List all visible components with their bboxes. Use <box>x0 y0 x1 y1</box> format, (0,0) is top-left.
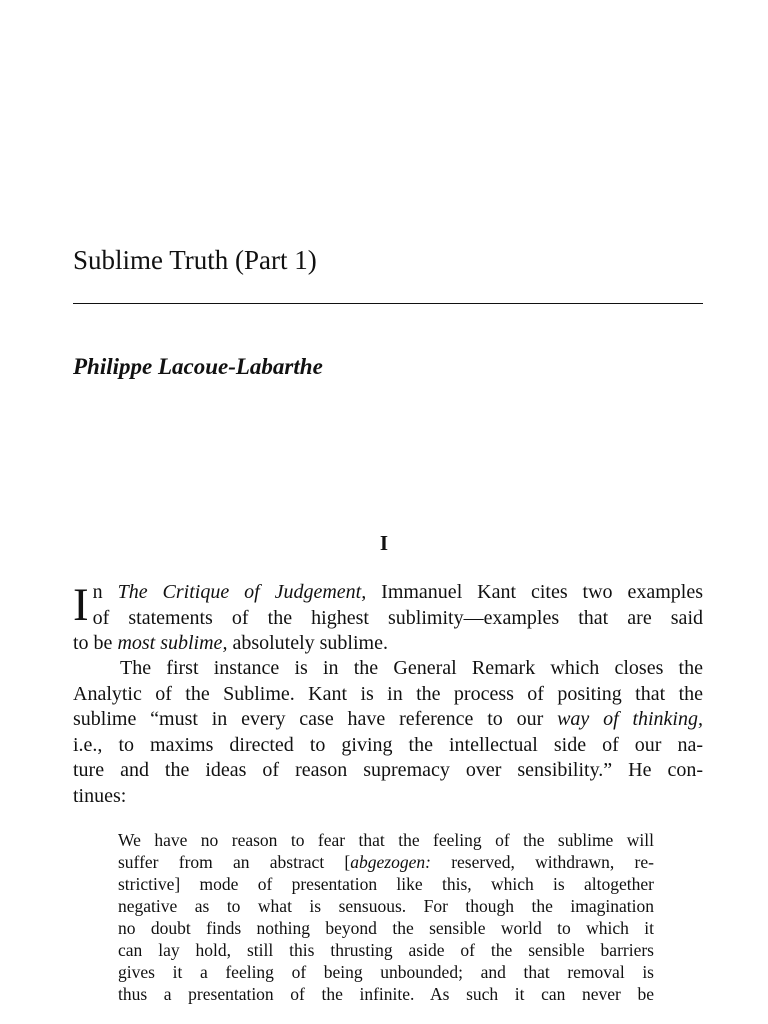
section-number: I <box>379 531 389 555</box>
text-line: ture and the ideas of reason supremacy over sensibility.” He con- <box>73 759 703 781</box>
quote-line: gives it a feeling of being unbounded; and that removal is <box>118 962 654 982</box>
quote-line: strictive] mode of presentation like this, which is altogether <box>118 874 654 894</box>
quote-line: negative as to what is sensuous. For though the imagination <box>118 896 654 916</box>
quote-line: We have no reason to fear that the feeling of the sublime will <box>118 830 654 850</box>
text-line: of statements of the highest sublimity—examples that are said <box>92 606 703 629</box>
quote-line: suffer from an abstract [abgezogen: reserved, withdrawn, re- <box>118 852 654 872</box>
title-divider <box>73 303 703 304</box>
drop-cap: I <box>73 579 89 631</box>
text-line: sublime “must in every case have reference to our way of thinking, <box>73 708 703 730</box>
quote-line: no doubt finds nothing beyond the sensible world to which it <box>118 918 654 938</box>
text-line: tinues: <box>73 784 127 807</box>
paragraph-2 <box>73 656 703 809</box>
paragraph-1 <box>73 580 703 657</box>
text-line: The first instance is in the General Remark which closes the <box>120 657 703 679</box>
quote-line: can lay hold, still this thrusting aside of the sensible barriers <box>118 940 654 960</box>
block-quote <box>118 829 654 1005</box>
text-line: n The Critique of Judgement, Immanuel Kant cites two examples <box>92 581 703 603</box>
author-name: Philippe Lacoue-Labarthe <box>73 354 323 379</box>
article-title: Sublime Truth (Part 1) <box>73 245 317 275</box>
quote-line: thus a presentation of the infinite. As such it can never be <box>118 984 654 1004</box>
text-line: i.e., to maxims directed to giving the intellectual side of our na- <box>73 733 703 756</box>
text-line: to be most sublime, absolutely sublime. <box>73 632 388 654</box>
text-line: Analytic of the Sublime. Kant is in the process of positing that the <box>73 682 703 705</box>
